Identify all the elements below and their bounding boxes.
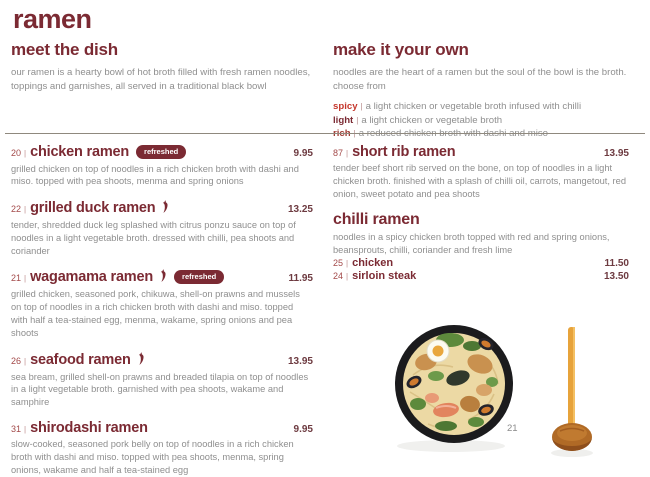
item-number: 87 (333, 148, 344, 158)
item-header (11, 199, 313, 217)
item-description: grilled chicken on top of noodles in a rich chicken broth with dashi and miso. topped with pea shoots, menma and spring onions (11, 163, 299, 187)
wooden-ladle-photo (540, 323, 604, 461)
item-number: 31 (11, 424, 22, 435)
menu-item-grilled-duck-ramen (11, 199, 313, 257)
item-name: chicken ramen (30, 144, 130, 160)
chilli-icon (136, 352, 145, 370)
item-price: 11.95 (288, 273, 313, 285)
item-price: 11.50 (604, 257, 629, 269)
menu-column-right (333, 144, 629, 295)
item-number: 21 (11, 273, 22, 284)
item-header (333, 144, 629, 160)
separator: | (24, 205, 27, 215)
item-name: sirloin steak (352, 270, 417, 283)
broth-desc: a light chicken or vegetable broth infused with chilli (365, 101, 582, 112)
variant-sirloin-steak (333, 270, 629, 284)
chilli-ramen-heading: chilli ramen (333, 211, 420, 229)
broth-name: spicy (333, 101, 358, 112)
meet-the-dish-body: our ramen is a hearty bowl of hot broth filled with fresh ramen noodles, toppings and garnishes, all served in a traditional black bowl (11, 67, 311, 92)
separator: | (24, 425, 27, 435)
menu-section-chilli-ramen (333, 211, 629, 284)
item-description: tender, shredded duck leg splashed with citrus ponzu sauce on top of noodles in a light vegetable broth. dressed with chilli, pea shoots and coriander (11, 220, 296, 256)
refreshed-badge: refreshed (136, 145, 186, 159)
page-title: ramen (13, 4, 92, 34)
item-number: 20 (11, 148, 22, 158)
broth-options (333, 100, 643, 141)
separator: | (346, 149, 349, 158)
menu-column-left (11, 144, 313, 477)
variant-chicken (333, 257, 629, 271)
item-price: 9.95 (293, 148, 313, 159)
item-number: 26 (11, 355, 22, 366)
make-it-your-own-body: noodles are the heart of a ramen but the soul of the bowl is the broth. choose from (333, 67, 627, 92)
broth-desc: a light chicken or vegetable broth (361, 114, 503, 126)
menu-item-seafood-ramen (11, 351, 313, 409)
item-description: sea bream, grilled shell-on prawns and breaded tilapia on top of noodles in a light vegetable broth. garnished with pea shoots, wakame and samphire (11, 371, 309, 408)
item-name: shirodashi ramen (30, 420, 148, 437)
separator: | (24, 356, 27, 366)
item-price: 13.95 (287, 355, 313, 367)
item-number: 22 (11, 204, 22, 215)
broth-option-spicy (333, 100, 643, 114)
item-header (11, 351, 313, 369)
item-header (11, 144, 313, 161)
menu-item-wagamama-ramen (11, 268, 313, 339)
ramen-bowl-photo (388, 320, 522, 460)
item-description: tender beef short rib served on the bone, on top of noodles in a light chicken broth. finished with a splash of chilli oil, carrots, mangetout, red onion, sweet potato and pea shoots (333, 163, 626, 199)
item-number: 25 (333, 257, 344, 268)
item-price: 9.95 (293, 424, 313, 436)
item-description: slow-cooked, seasoned pork belly on top of noodles in a rich chicken broth with dashi and miso. topped with pea shoots, menma, spring onions, wakame and half a tea-stained egg (11, 439, 294, 475)
meet-the-dish-heading: meet the dish (11, 40, 118, 59)
separator: | (24, 274, 27, 284)
item-name: grilled duck ramen (30, 200, 156, 217)
item-header (11, 268, 313, 286)
meet-the-dish-section (11, 40, 316, 93)
separator: | (346, 272, 349, 282)
item-description: grilled chicken, seasoned pork, chikuwa, shell-on prawns and mussels on top of noodles in a rich chicken broth with dashi and miso. topped with half a tea-stained egg, menma, wakame, spring onions and pea shoots (11, 289, 300, 338)
item-price: 13.50 (603, 271, 629, 283)
chilli-icon (158, 269, 167, 287)
make-it-your-own-section (333, 40, 643, 141)
menu-item-chicken-ramen (11, 144, 313, 188)
broth-name: light (333, 114, 354, 126)
separator: | (360, 102, 363, 111)
section-divider (5, 133, 645, 134)
separator: | (346, 258, 349, 268)
menu-item-short-rib-ramen (333, 144, 629, 200)
chilli-ramen-description: noodles in a spicy chicken broth topped with red and spring onions, beansprouts, chilli, coriander and fresh lime (333, 232, 610, 256)
separator: | (24, 149, 27, 158)
refreshed-badge: refreshed (174, 270, 224, 284)
make-it-your-own-heading: make it your own (333, 40, 469, 59)
separator: | (356, 115, 359, 125)
broth-option-light (333, 114, 643, 128)
item-price: 13.25 (287, 204, 313, 216)
menu-item-shirodashi-ramen (11, 420, 313, 476)
item-header (11, 420, 313, 436)
item-name: wagamama ramen (30, 269, 154, 286)
item-number: 24 (333, 271, 344, 282)
chilli-icon (160, 200, 169, 218)
item-price: 13.95 (603, 148, 629, 159)
dish-photo-number-label: 21 (507, 423, 518, 434)
item-name: chicken (352, 256, 394, 269)
dish-photo-area (388, 318, 638, 468)
item-name: seafood ramen (30, 351, 131, 368)
item-name: short rib ramen (352, 144, 456, 160)
